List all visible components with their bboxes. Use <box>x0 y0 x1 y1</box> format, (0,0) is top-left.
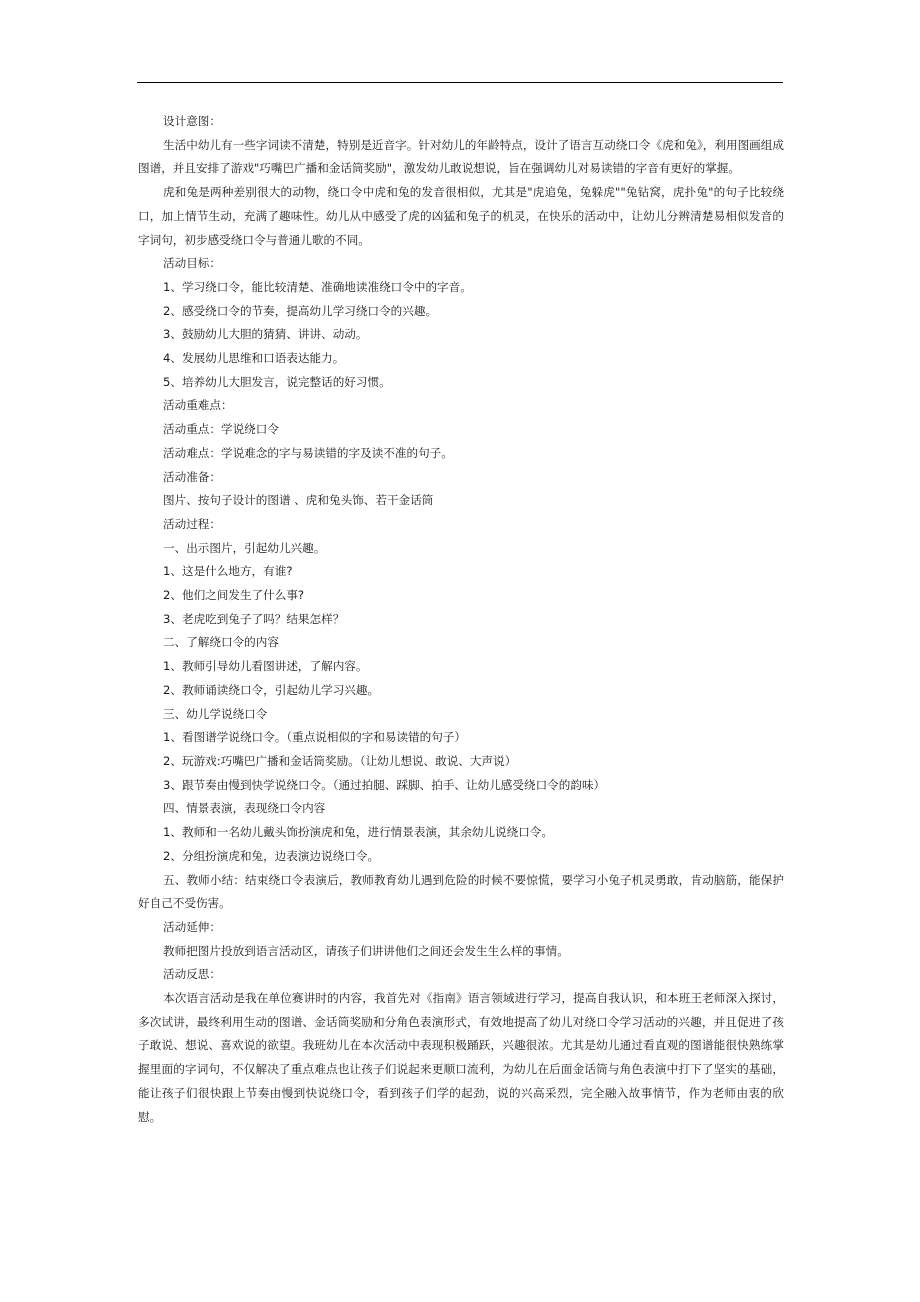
intent-paragraph-2: 虎和兔是两种差别很大的动物，绕口令中虎和兔的发音很相似，尤其是"虎追兔，兔躲虎""兔钻窝，虎扑兔"的句子比较绕口，加上情节生动，充满了趣味性。幼儿从中感受了虎的凶猛和兔子的机灵，在快乐的活动中，让幼儿分辨清楚易相似发音的字词句，初步感受绕口令与普通儿歌的不同。 <box>138 185 784 247</box>
section-heading-reflection: 活动反思： <box>163 967 221 982</box>
header-rule <box>137 82 783 83</box>
intent-paragraph-1: 生活中幼儿有一些字词读不清楚，特别是近音字。针对幼儿的年龄特点，设计了语言互动绕口令《虎和兔》，利用图画组成图谱，并且安排了游戏"巧嘴巴广播和金话筒奖励"，激发幼儿敢说想说，旨在强调幼儿对易读错的字音有更好的掌握。 <box>138 137 784 176</box>
step-item: 1、教师引导幼儿看图讲述，了解内容。 <box>163 659 368 674</box>
step-heading-1: 一、出示图片，引起幼儿兴趣。 <box>163 540 326 555</box>
difficult-point: 活动难点：学说难念的字与易读错的字及读不准的句子。 <box>163 445 453 460</box>
step-item: 3、老虎吃到兔子了吗？结果怎样？ <box>163 611 345 626</box>
goal-item: 4、发展幼儿思维和口语表达能力。 <box>163 351 345 366</box>
step-item: 2、分组扮演虎和兔，边表演边说绕口令。 <box>163 848 380 863</box>
step-item: 1、教师和一名幼儿戴头饰扮演虎和兔，进行情景表演，其余幼儿说绕口令。 <box>163 825 553 840</box>
goal-item: 1、学习绕口令，能比较清楚、准确地读准绕口令中的字音。 <box>163 279 472 294</box>
prep-text: 图片、按句子设计的图谱 、虎和兔头饰、若干金话筒 <box>163 493 434 508</box>
section-heading-intent: 设计意图： <box>163 114 221 128</box>
step-heading-2: 二、了解绕口令的内容 <box>163 635 279 650</box>
document-body <box>138 110 784 1129</box>
extension-text: 教师把图片投放到语言活动区，请孩子们讲讲他们之间还会发生生么样的事情。 <box>163 943 569 958</box>
goal-item: 5、培养幼儿大胆发言，说完整话的好习惯。 <box>163 374 391 389</box>
step-heading-3: 三、幼儿学说绕口令 <box>163 706 268 721</box>
step-heading-5: 五、教师小结：结束绕口令表演后，教师教育幼儿遇到危险的时候不要惊慌，要学习小兔子机灵勇敢，肯动脑筋，能保护好自己不受伤害。 <box>138 872 784 911</box>
step-item: 2、他们之间发生了什么事? <box>163 588 305 603</box>
reflection-text: 本次语言活动是我在单位赛讲时的内容，我首先对《指南》语言领域进行学习，提高自我认识，和本班王老师深入探讨，多次试讲，最终利用生动的图谱、金话筒奖励和分角色表演形式，有效地提高了幼儿对绕口令学习活动的兴趣，并且促进了孩子敢说、想说、喜欢说的欲望。我班幼儿在本次活动中表现积极踊跃，兴趣很浓。尤其是幼儿通过看直观的图谱能很快熟练掌握里面的字词句，不仅解决了重点难点也让孩子们说起来更顺口流利，为幼儿在后面金话筒与角色表演中打下了坚实的基础，能让孩子们很快跟上节奏由慢到快说绕口令，看到孩子们学的起劲，说的兴高采烈，完全融入故事情节，作为老师由衷的欣慰。 <box>138 991 784 1124</box>
step-item: 2、教师诵读绕口令，引起幼儿学习兴趣。 <box>163 682 380 697</box>
goal-item: 2、感受绕口令的节奏，提高幼儿学习绕口令的兴趣。 <box>163 303 438 318</box>
section-heading-goals: 活动目标： <box>163 256 221 271</box>
section-heading-key: 活动重难点： <box>163 398 233 413</box>
section-heading-prep: 活动准备： <box>163 469 221 484</box>
goal-item: 3、鼓励幼儿大胆的猜猜、讲讲、动动。 <box>163 327 368 342</box>
step-item: 3、跟节奏由慢到快学说绕口令。（通过拍腿、踩脚、拍手、让幼儿感受绕口令的韵味） <box>163 777 606 792</box>
step-heading-4: 四、情景表演，表现绕口令内容 <box>163 801 326 816</box>
step-item: 1、看图谱学说绕口令。（重点说相似的字和易读错的句子） <box>163 730 467 745</box>
step-item: 1、这是什么地方，有谁? <box>163 564 293 579</box>
step-item: 2、玩游戏:巧嘴巴广播和金话筒奖励。（让幼儿想说、敢说、大声说） <box>163 753 517 768</box>
key-point: 活动重点：学说绕口令 <box>163 422 279 437</box>
section-heading-process: 活动过程： <box>163 516 221 531</box>
section-heading-extension: 活动延伸： <box>163 919 221 934</box>
